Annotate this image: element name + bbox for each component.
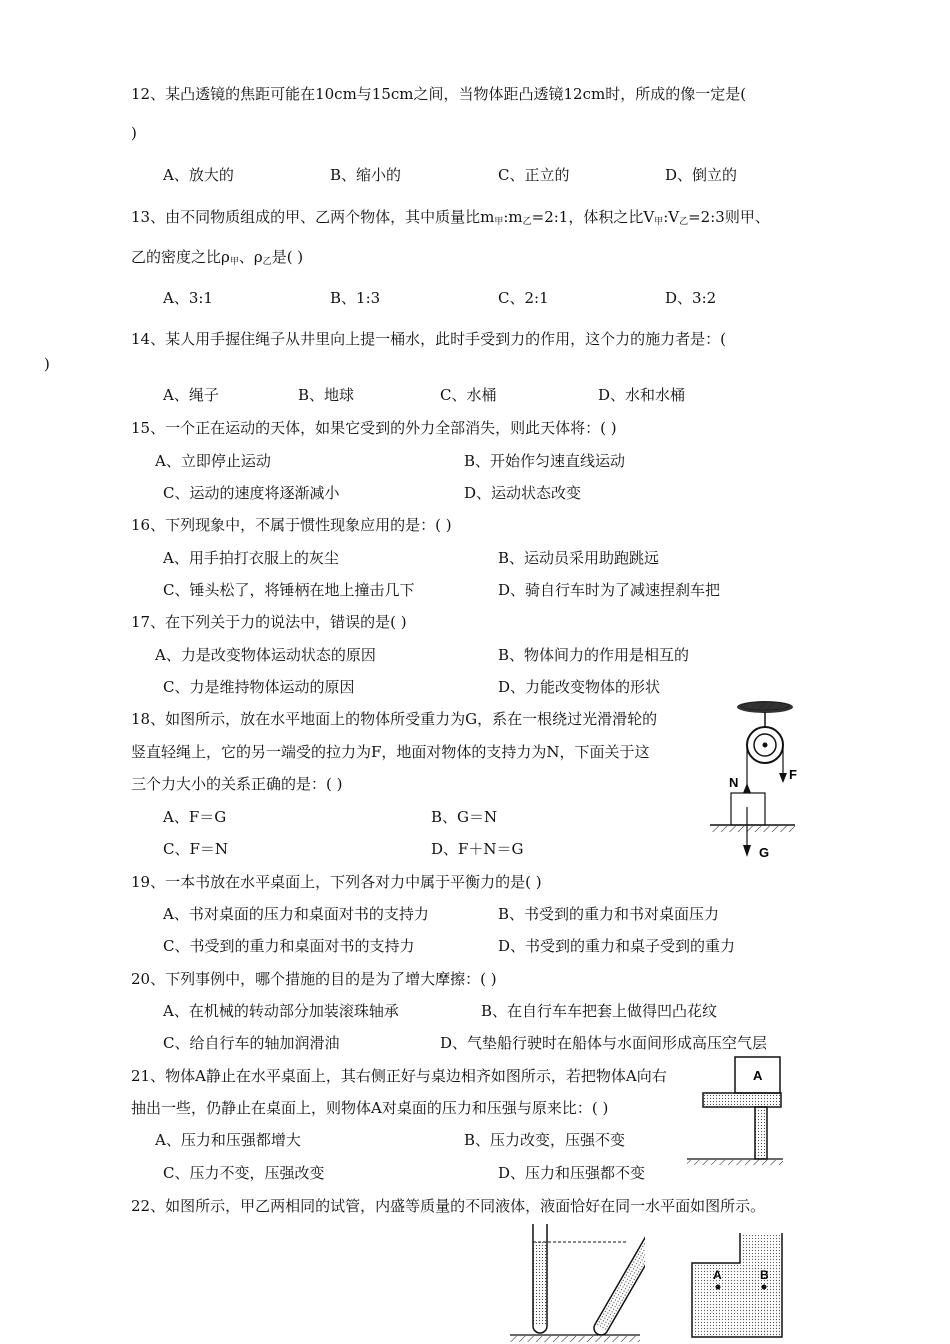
point-b xyxy=(762,1285,767,1290)
arrow-f-icon xyxy=(779,773,787,783)
q18-option-b: B、G＝N xyxy=(431,808,498,826)
q20-option-a: A、在机械的转动部分加装滚珠轴承 xyxy=(163,1002,399,1020)
label-b: B xyxy=(760,1268,769,1282)
q12-stem-line1: 12、某凸透镜的焦距可能在10cm与15cm之间，当物体距凸透镜12cm时，所成的像一定是( xyxy=(131,85,747,103)
q19-option-b: B、书受到的重力和书对桌面压力 xyxy=(498,905,720,923)
ground-hatch xyxy=(510,1336,640,1342)
q12-option-b: B、缩小的 xyxy=(330,166,402,184)
q18-stem-line2: 竖直轻绳上，它的另一端受的拉力为F，地面对物体的支持力为N，下面关于这 xyxy=(131,743,650,761)
q15-option-a: A、立即停止运动 xyxy=(155,452,271,470)
q18-stem-line1: 18、如图所示，放在水平地面上的物体所受重力为G，系在一根绕过光滑滑轮的 xyxy=(131,710,658,728)
q14-stem-line2: ) xyxy=(44,355,50,373)
q13-stem-line2: 乙的密度之比$\rho_甲$、$\rho_乙$是( ) xyxy=(131,248,304,267)
q19-option-d: D、书受到的重力和桌子受到的重力 xyxy=(498,937,736,955)
label-f: F xyxy=(789,767,797,782)
label-a: A xyxy=(753,1068,763,1083)
q12-stem-line2: ) xyxy=(131,124,137,142)
q16-option-d: D、骑自行车时为了减速捏刹车把 xyxy=(498,581,721,599)
q19-option-a: A、书对桌面的压力和桌面对书的支持力 xyxy=(163,905,429,923)
q22-container-figure xyxy=(688,1225,788,1340)
q13-option-a: A、3:1 xyxy=(163,289,213,307)
q14-option-d: D、水和水桶 xyxy=(598,386,686,404)
q16-option-c: C、锤头松了，将锤柄在地上撞击几下 xyxy=(163,581,415,599)
label-g: G xyxy=(759,845,770,860)
label-n: N xyxy=(729,775,739,790)
q17-option-b: B、物体间力的作用是相互的 xyxy=(498,646,690,664)
q19-option-c: C、书受到的重力和桌面对书的支持力 xyxy=(163,937,415,955)
q22-stem: 22、如图所示，甲乙两相同的试管，内盛等质量的不同液体，液面恰好在同一水平面如图所示。 xyxy=(131,1197,766,1215)
table-top xyxy=(703,1093,781,1107)
block xyxy=(731,793,765,825)
q20-option-b: B、在自行车车把套上做得凹凸花纹 xyxy=(481,1002,718,1020)
q17-option-c: C、力是维持物体运动的原因 xyxy=(163,678,355,696)
q21-stem-line1: 21、物体A静止在水平桌面上，其右侧正好与桌边相齐如图所示，若把物体A向右 xyxy=(131,1067,667,1085)
q21-option-d: D、压力和压强都不变 xyxy=(498,1164,646,1182)
q15-option-d: D、运动状态改变 xyxy=(464,484,582,502)
ceiling-mount xyxy=(737,701,793,713)
q18-stem-line3: 三个力大小的关系正确的是：( ) xyxy=(131,775,343,793)
q12-option-a: A、放大的 xyxy=(163,166,234,184)
q14-option-a: A、绳子 xyxy=(163,386,219,404)
q12-option-d: D、倒立的 xyxy=(665,166,738,184)
q12-option-c: C、正立的 xyxy=(498,166,570,184)
q20-option-c: C、给自行车的轴加润滑油 xyxy=(163,1034,340,1052)
arrow-g-icon xyxy=(743,845,751,857)
q15-option-c: C、运动的速度将逐渐减小 xyxy=(163,484,340,502)
q13-option-b: B、1:3 xyxy=(330,289,381,307)
q17-option-d: D、力能改变物体的形状 xyxy=(498,678,661,696)
ground-hatch xyxy=(710,826,795,832)
q18-option-a: A、F＝G xyxy=(163,808,227,826)
q16-stem: 16、下列现象中，不属于惯性现象应用的是：( ) xyxy=(131,516,452,534)
q21-option-c: C、压力不变，压强改变 xyxy=(163,1164,325,1182)
q21-option-a: A、压力和压强都增大 xyxy=(155,1131,301,1149)
q21-table-figure xyxy=(685,1055,785,1165)
q18-option-c: C、F＝N xyxy=(163,840,229,858)
q14-option-c: C、水桶 xyxy=(440,386,497,404)
q17-option-a: A、力是改变物体运动状态的原因 xyxy=(155,646,376,664)
table-leg xyxy=(755,1107,767,1159)
q16-option-a: A、用手拍打衣服上的灰尘 xyxy=(163,549,339,567)
q16-option-b: B、运动员采用助跑跳远 xyxy=(498,549,660,567)
q19-stem: 19、一本书放在水平桌面上，下列各对力中属于平衡力的是( ) xyxy=(131,873,542,891)
q18-pulley-figure xyxy=(705,695,815,865)
q14-option-b: B、地球 xyxy=(298,386,355,404)
q17-stem: 17、在下列关于力的说法中，错误的是( ) xyxy=(131,613,407,631)
tube-yi xyxy=(591,1220,645,1338)
floor-hatch xyxy=(687,1160,783,1165)
q20-stem: 20、下列事例中，哪个措施的目的是为了增大摩擦：( ) xyxy=(131,970,497,988)
q13-option-c: C、2:1 xyxy=(498,289,549,307)
q14-stem-line1: 14、某人用手握住绳子从井里向上提一桶水，此时手受到力的作用，这个力的施力者是：( xyxy=(131,330,726,348)
q20-option-d: D、气垫船行驶时在船体与水面间形成高压空气层 xyxy=(440,1034,768,1052)
q13-stem-line1: 13、由不同物质组成的甲、乙两个物体，其中质量比$m_甲:m_乙=2:1$，体积之比$V_甲:V_乙=2:3$则甲、 xyxy=(131,208,770,227)
q21-option-b: B、压力改变，压强不变 xyxy=(464,1131,626,1149)
tube-jia xyxy=(533,1224,547,1333)
q22-test-tubes-figure xyxy=(505,1220,645,1344)
q13-option-d: D、3:2 xyxy=(665,289,717,307)
arrow-n-icon xyxy=(743,783,751,793)
q15-option-b: B、开始作匀速直线运动 xyxy=(464,452,626,470)
q15-stem: 15、一个正在运动的天体，如果它受到的外力全部消失，则此天体将：( ) xyxy=(131,419,617,437)
point-a xyxy=(716,1285,721,1290)
q21-stem-line2: 抽出一些，仍静止在桌面上，则物体A对桌面的压力和压强与原来比：( ) xyxy=(131,1099,609,1117)
q18-option-d: D、F＋N＝G xyxy=(431,840,524,858)
pulley-wheel xyxy=(747,727,783,763)
label-a: A xyxy=(713,1268,722,1282)
